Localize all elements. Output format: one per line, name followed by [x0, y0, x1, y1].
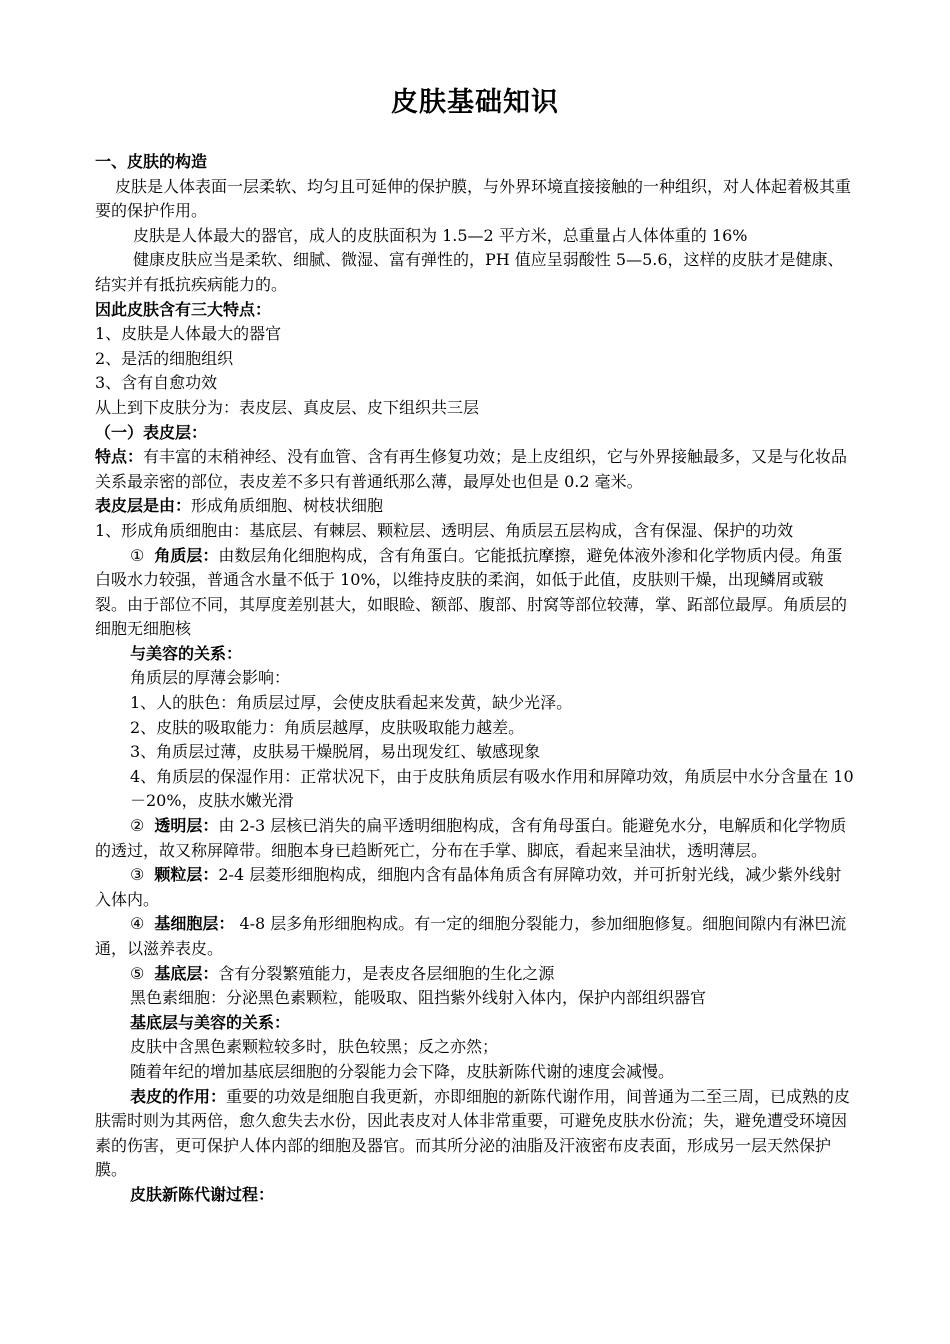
section-heading: （一）表皮层： — [95, 422, 208, 442]
paragraph: 从上到下皮肤分为：表皮层、真皮层、皮下组织共三层 — [95, 397, 480, 417]
page-title: 皮肤基础知识 — [391, 87, 559, 118]
paragraph — [95, 445, 855, 494]
inline-text: 重要的功效是细胞自我更新，亦即细胞的新陈代谢作用，间普通为二至三周，已成熟的皮肤需时则为其两倍，愈久愈失去水份，因此表皮对人体非常重要，可避免皮肤水份流；失，避免遭受环境因素的伤害，更可保护人体内部的细胞及器官。而其所分泌的油脂及汗液密布皮表面，形成另一层天然保护膜。 — [95, 1086, 851, 1180]
paragraph: 健康皮肤应当是柔软、细腻、微湿、富有弹性的，PH 值应呈弱酸性 5—5.6，这样的皮肤才是健康、结实并有抵抗疾病能力的。 — [95, 250, 844, 294]
list-item: 4、角质层的保湿作用：正常状况下，由于皮肤角质层有吸水作用和屏障功效，角质层中水分含量在 10－20%，皮肤水嫩光滑 — [130, 766, 854, 811]
list-item: 3、角质层过薄，皮肤易干燥脱屑，易出现发红、敏感现象 — [130, 742, 541, 762]
paragraph — [95, 544, 855, 642]
item-number: ④ — [130, 914, 145, 934]
inline-label: 颗粒层： — [154, 865, 219, 885]
inline-label: 特点： — [95, 447, 144, 467]
paragraph: 皮肤中含黑色素颗粒较多时，肤色较黑；反之亦然； — [130, 1037, 499, 1057]
item-number: ① — [130, 545, 145, 565]
inline-label: 基底层： — [154, 963, 219, 983]
list-item: 1、皮肤是人体最大的器官 — [95, 324, 282, 344]
inline-text: 4-8 层多角形细胞构成。有一定的细胞分裂能力，参加细胞修复。细胞间隙内有淋巴流通，以滋养表皮。 — [95, 914, 847, 958]
list-item: 2、皮肤的吸取能力：角质层越厚，皮肤吸取能力越差。 — [130, 717, 525, 737]
inline-text: 有丰富的末稍神经、没有血管、含有再生修复功效；是上皮组织，它与外界接触最多，又是与化妆品关系最亲密的部位，表皮差不多只有普通纸那么薄，最厚处也但是 0.2 毫米。 — [95, 447, 848, 491]
paragraph — [95, 962, 855, 987]
inline-text: 由 2-3 层核已消失的扁平透明细胞构成，含有角母蛋白。能避免水分，电解质和化学物质的透过，故又称屏障带。细胞本身已趋断死亡，分布在手掌、脚底，看起来呈油状，透明薄层。 — [95, 816, 847, 860]
paragraph: 角质层的厚薄会影响： — [130, 668, 291, 688]
section-heading: 一、皮肤的构造 — [95, 152, 208, 171]
item-number: ② — [130, 816, 145, 836]
paragraph — [95, 814, 855, 863]
paragraph: 皮肤是人体最大的器官，成人的皮肤面积为 1.5—2 平方米，总重量占人体体重的 16% — [133, 225, 748, 245]
section-heading: 因此皮肤含有三大特点： — [95, 299, 272, 319]
item-number: ⑤ — [130, 963, 145, 983]
paragraph: 黑色素细胞：分泌黑色素颗粒，能吸取、阻挡紫外线射入体内，保护内部组织器官 — [130, 988, 707, 1008]
list-item: 3、含有自愈功效 — [95, 373, 218, 393]
paragraph: 1、形成角质细胞由：基底层、有棘层、颗粒层、透明层、角质层五层构成，含有保湿、保护的功效 — [95, 520, 794, 540]
inline-label: 透明层： — [154, 816, 219, 836]
sub-heading: 与美容的关系： — [130, 643, 243, 663]
inline-label: 表皮层是由： — [95, 496, 192, 516]
indented-block — [95, 642, 855, 814]
list-item: 2、是活的细胞组织 — [95, 348, 234, 368]
paragraph — [95, 1085, 855, 1183]
inline-text: 形成角质细胞、树枝状细胞 — [191, 496, 384, 516]
inline-label: 基细胞层： — [154, 914, 235, 934]
sub-heading: 皮肤新陈代谢过程： — [130, 1184, 275, 1204]
sub-heading: 基底层与美容的关系： — [130, 1012, 291, 1032]
inline-text: 由数层角化细胞构成，含有角蛋白。它能抵抗摩擦，避免体液外渗和化学物质内侵。角蛋白吸水力较强，普通含水量不低于 10%，以维持皮肤的柔润，如低于此值，皮肤则干燥，出现鳞屑或皲裂。由于部位不同，其厚度差别甚大，如眼睑、额部、腹部、肘窝等部位较薄，掌、跖部位最厚。角质层的细胞无细胞核 — [95, 545, 848, 639]
paragraph — [95, 863, 855, 912]
item-number: ③ — [130, 865, 145, 885]
paragraph — [95, 494, 855, 519]
list-item: 1、人的肤色：角质层过厚，会使皮肤看起来发黄，缺少光泽。 — [130, 693, 573, 713]
indented-block — [95, 986, 855, 1084]
inline-label: 角质层： — [154, 545, 219, 565]
document-body — [95, 150, 855, 1208]
paragraph: 皮肤是人体表面一层柔软、均匀且可延伸的保护膜，与外界环境直接接触的一种组织，对人体起着极其重要的保护作用。 — [95, 176, 852, 221]
paragraph: 随着年纪的增加基底层细胞的分裂能力会下降，皮肤新陈代谢的速度会减慢。 — [130, 1061, 675, 1081]
paragraph — [95, 912, 855, 961]
inline-label: 表皮的作用： — [130, 1086, 227, 1106]
inline-text: 含有分裂繁殖能力，是表皮各层细胞的生化之源 — [218, 963, 555, 983]
inline-text: 2-4 层菱形细胞构成，细胞内含有晶体角质含有屏障功效，并可折射光线，减少紫外线射入体内。 — [95, 865, 842, 909]
